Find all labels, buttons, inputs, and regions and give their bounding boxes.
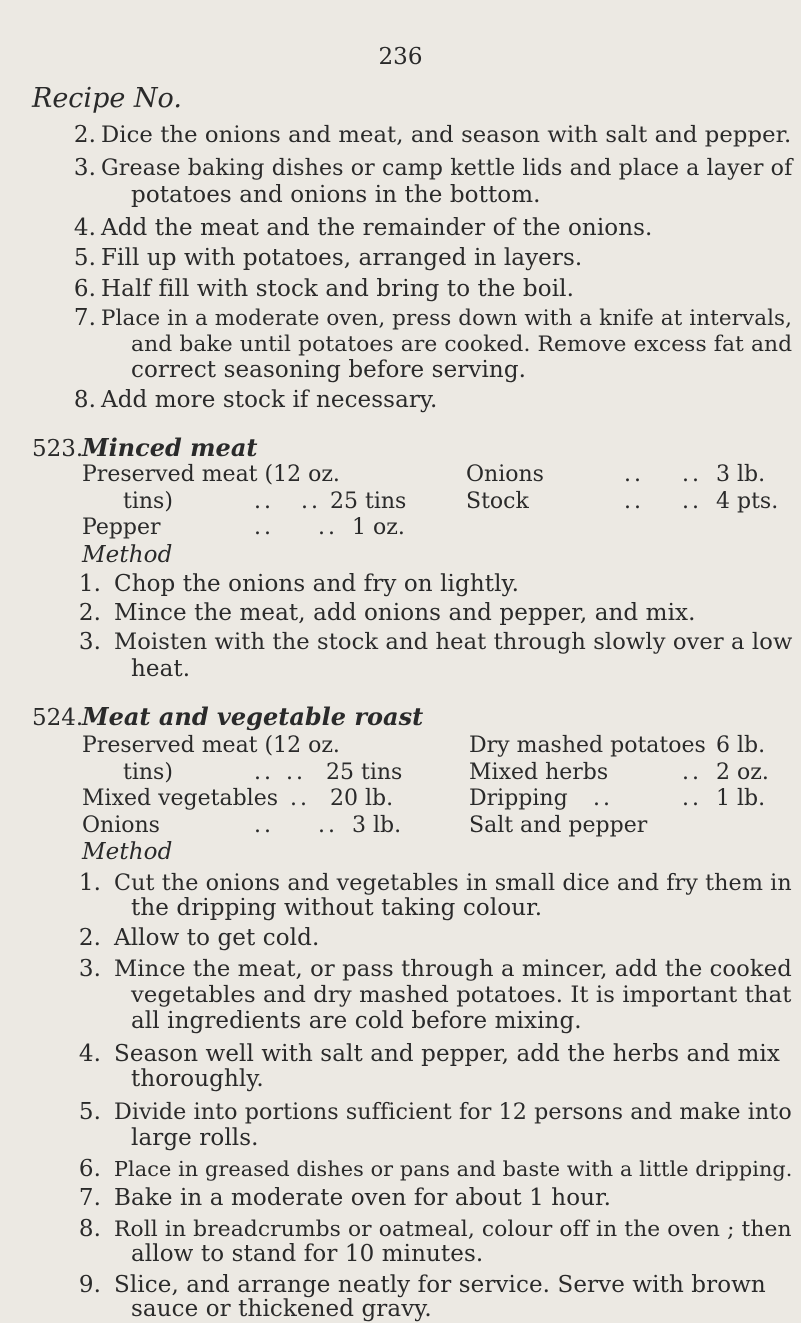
step-number: 6. [73,276,96,302]
step-text: all ingredients are cold before mixing. [131,1008,582,1034]
recipe-title: Meat and vegetable roast [82,702,424,731]
leader-dots: .. [254,489,274,514]
step-text: vegetables and dry mashed potatoes. It is important that [131,982,792,1008]
leader-dots: .. [301,489,321,514]
ingredient-salt-and-pepper: Salt and pepper [469,813,648,838]
leader-dots: .. [286,760,306,785]
ingredient-tins: tins) [123,760,173,785]
ingredient-quantity: 20 lb. [330,786,394,811]
ingredient-mixed-herbs: Mixed herbs [469,760,609,785]
step-text: Place in a moderate oven, press down with a knife at intervals, [101,306,793,331]
ingredient-quantity: 25 tins [330,489,407,514]
step-text: potatoes and onions in the bottom. [131,182,541,208]
ingredient-quantity: 2 oz. [716,760,769,785]
step-text: Moisten with the stock and heat through slowly over a low [114,629,793,655]
ingredient-dry-mashed-potatoes: Dry mashed potatoes [469,733,706,758]
step-number: 1. [78,870,101,896]
ingredient-quantity: 1 oz. [352,515,405,540]
leader-dots: .. [682,462,702,487]
step-text: Place in greased dishes or pans and baste with a little dripping. [114,1157,793,1181]
step-number: 4. [73,215,96,241]
leader-dots: .. [318,813,338,838]
step-number: 9. [78,1272,101,1298]
method-label: Method [82,839,173,865]
leader-dots: .. [682,489,702,514]
step-number: 6. [78,1156,101,1182]
leader-dots: .. [254,515,274,540]
step-number: 1. [78,571,101,597]
recipe-title: Minced meat [82,433,258,462]
step-number: 4. [78,1041,101,1067]
step-number: 3. [73,155,96,181]
step-number: 3. [78,956,101,982]
step-number: 5. [73,245,96,271]
recipe-number: 524. [32,705,84,731]
ingredient-quantity: 3 lb. [352,813,402,838]
ingredient-quantity: 1 lb. [716,786,766,811]
leader-dots: .. [682,786,702,811]
leader-dots: .. [624,489,644,514]
ingredient-dripping: Dripping [469,786,568,811]
step-text: Mince the meat, add onions and pepper, and mix. [114,600,696,626]
ingredient-quantity: 4 pts. [716,489,779,514]
step-text: Add the meat and the remainder of the onions. [101,215,653,241]
recipe-number: 523. [32,436,84,462]
recipe-no-header: Recipe No. [32,83,182,114]
step-number: 2. [78,925,101,951]
step-number: 3. [78,629,101,655]
leader-dots: .. [254,760,274,785]
step-number: 7. [78,1185,101,1211]
ingredient-preserved-meat: Preserved meat (12 oz. [82,733,340,758]
step-text: Divide into portions sufficient for 12 persons and make into [114,1099,792,1125]
step-number: 8. [73,387,96,413]
step-text: heat. [131,656,191,682]
leader-dots: .. [593,786,613,811]
step-text: Season well with salt and pepper, add the herbs and mix [114,1041,780,1067]
ingredient-onions: Onions [466,462,544,487]
step-text: Fill up with potatoes, arranged in layers. [101,245,583,271]
step-text: Half fill with stock and bring to the boil. [101,276,575,302]
step-text: sauce or thickened gravy. [131,1296,432,1322]
ingredient-stock: Stock [466,489,529,514]
step-number: 7. [73,305,96,331]
step-text: Mince the meat, or pass through a mincer, add the cooked [114,956,792,982]
step-number: 5. [78,1099,101,1125]
step-number: 2. [73,122,96,148]
ingredient-pepper: Pepper [82,515,161,540]
step-text: Grease baking dishes or camp kettle lids and place a layer of [101,155,793,181]
ingredient-quantity: 25 tins [326,760,403,785]
step-text: and bake until potatoes are cooked. Remove excess fat and [131,332,793,357]
step-text: large rolls. [131,1125,259,1151]
step-text: allow to stand for 10 minutes. [131,1241,484,1267]
leader-dots: .. [254,813,274,838]
step-text: correct seasoning before serving. [131,357,527,383]
method-label: Method [82,542,173,568]
step-text: Allow to get cold. [114,925,320,951]
ingredient-mixed-vegetables: Mixed vegetables [82,786,279,811]
leader-dots: .. [624,462,644,487]
ingredient-quantity: 3 lb. [716,462,766,487]
step-text: Bake in a moderate oven for about 1 hour. [114,1185,612,1211]
leader-dots: .. [682,760,702,785]
ingredient-quantity: 6 lb. [716,733,766,758]
step-text: Dice the onions and meat, and season with salt and pepper. [101,122,792,148]
ingredient-tins: tins) [123,489,173,514]
ingredient-preserved-meat: Preserved meat (12 oz. [82,462,340,487]
step-text: thoroughly. [131,1066,264,1092]
step-text: Add more stock if necessary. [101,387,438,413]
step-text: Slice, and arrange neatly for service. Serve with brown [114,1272,766,1298]
step-text: Roll in breadcrumbs or oatmeal, colour off in the oven ; then [114,1217,792,1242]
page-number: 236 [378,44,423,70]
step-text: Cut the onions and vegetables in small dice and fry them in [114,870,792,896]
step-text: Chop the onions and fry on lightly. [114,571,520,597]
leader-dots: .. [318,515,338,540]
step-text: the dripping without taking colour. [131,895,543,921]
step-number: 8. [78,1216,101,1242]
ingredient-onions: Onions [82,813,160,838]
leader-dots: .. [290,786,310,811]
step-number: 2. [78,600,101,626]
